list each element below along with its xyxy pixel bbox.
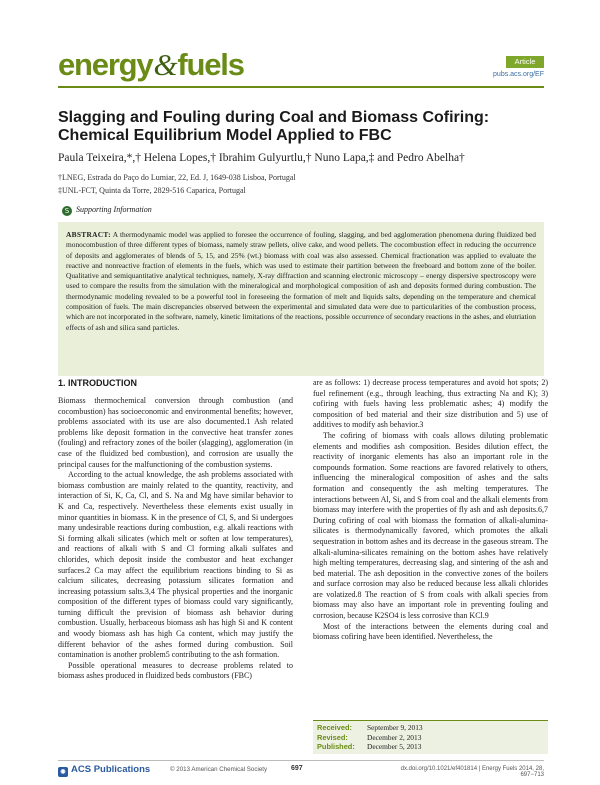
body-paragraph: Possible operational measures to decrease problems related to biomass ashes produced in fluidized beds combustors (FBC) xyxy=(58,660,293,681)
doi-citation-link[interactable]: dx.doi.org/10.1021/ef401814 | Energy Fuels 2014, 28, 697−713 xyxy=(400,766,544,778)
body-column-right xyxy=(313,378,548,643)
info-circle-icon: S xyxy=(62,206,72,216)
article-title: Slagging and Fouling during Coal and Biomass Cofiring: Chemical Equilibrium Model Applied to FBC xyxy=(58,109,490,144)
journal-name-part2: fuels xyxy=(177,47,244,82)
author-list[interactable]: Paula Teixeira,*,† Helena Lopes,† Ibrahim Gulyurtlu,† Nuno Lapa,‡ and Pedro Abelha† xyxy=(58,152,465,164)
affiliation-2: ‡UNL-FCT, Quinta da Torre, 2829-516 Caparica, Portugal xyxy=(58,186,246,195)
abstract-box xyxy=(58,222,544,376)
section-heading-introduction: 1. INTRODUCTION xyxy=(58,378,138,388)
journal-name-amp: & xyxy=(153,47,177,82)
body-column-left xyxy=(58,378,293,682)
publisher-name: ACS Publications xyxy=(71,764,151,775)
date-row-published xyxy=(317,742,548,752)
journal-logo[interactable] xyxy=(58,48,244,82)
body-paragraph: Most of the interactions between the elements during coal and biomass cofiring have been identified. Nevertheless, the xyxy=(313,621,548,642)
copyright-notice: © 2013 American Chemical Society xyxy=(170,766,268,773)
body-paragraph: According to the actual knowledge, the ash problems associated with biomass combustion are mainly related to the quantity, reactivity, and interaction of Si, K, Ca, Cl, and S. Na and Mg have similar behavior to K and Ca, respectively. Nevertheless these elements exist usually in minor quantities in biomass. K in the presence of Cl, S, and Si undergoes many undesirable reactions during combustion, e.g. alkali reactions with Si forming alkali silicates (which melt or soften at low temperatures), and reactions of alkali with S and Cl forming alkali sulfates and chlorides, which deposit inside the combustor and heat exchanger surfaces.2 Ca may affect the equilibrium reactions binding to Si as calcium silicates, decreasing potassium silicates formation and increasing potassium salts.3,4 The physical properties and the inorganic composition of the different types of biomass could vary significantly, turning difficult the prevision of biomass ash behavior during combustion. Usually, herbaceous biomass ash has high Si and K content and woody biomass ash has high Ca content, which may justify the different behavior of the ashes formed during combustion. Soil contamination is another problem5 contributing to the ash formation. xyxy=(58,470,293,660)
supporting-information-label: Supporting Information xyxy=(76,205,152,214)
date-label: Received: xyxy=(317,723,352,732)
body-paragraph: are as follows: 1) decrease process temperatures and avoid hot spots; 2) fuel refinement (e.g., through leaching, thus extracting Na and K); 3) cofiring with fuels having less problematic ashes; 4) modify the composition of bed material and their size distribution and 5) use of additives to modify ash behavior.3 xyxy=(313,378,548,430)
date-label: Published: xyxy=(317,742,355,752)
date-row-received xyxy=(317,723,548,733)
journal-url-link[interactable]: pubs.acs.org/EF xyxy=(493,71,544,78)
journal-name-part1: energy xyxy=(58,47,153,82)
header-divider xyxy=(58,86,544,88)
acs-publications-logo[interactable] xyxy=(58,764,150,777)
date-value: December 2, 2013 xyxy=(367,732,422,742)
abstract-text: A thermodynamic model was applied to foresee the occurrence of fouling, slagging, and bed agglomeration phenomena during fluidized bed monocombustion of three different types of biomass, namely straw pellets, olive cake, and wood pellets. The cocombustion effect in reducing the occurrence of deposits and agglomerates of blends of 5, 15, and 25% (wt.) biomass with coal was also assessed. Chemical fractionation was applied to evaluate the reactive and nonreactive fraction of elements in the fuels, which was used to estimate their partition between the freeboard and bottom zone of the boiler. Qualitative and semiquantitative analytical techniques, namely, X-ray diffraction and scanning electronic microscopy – energy dispersive spectroscopy were used to compare the results from the simulation with the mineralogical and morphological composition of ash and deposits formed during combustion. The thermodynamic modeling revealed to be a powerful tool in foreseeing the formation of melt and liquids salts, depending on the temperature and chemical composition of fuels. The main discrepancies observed between the experimental and simulated data were due to particularities of the combustion process, which are not incorporated in the software, namely, kinetic limitations of the reactions, possible occurrence of secondary reactions in the ashes, and elutriation effects of ash and silica sand particles. xyxy=(66,230,536,332)
acs-logo-icon: ◉ xyxy=(58,767,68,777)
affiliation-1: †LNEG, Estrada do Paço do Lumiar, 22, Ed. J, 1649-038 Lisboa, Portugal xyxy=(58,173,296,182)
abstract-label: ABSTRACT: xyxy=(66,230,111,239)
article-type-badge: Article xyxy=(506,56,544,68)
body-paragraph: Biomass thermochemical conversion through combustion (and cocombustion) has socioeconomic and environmental benefits; however, problems associated with its use are also documented.1 Ash related problems like deposit formation in the convective heat transfer zones (fouling) and refractory zones of the boiler (slagging), agglomeration (in case of the fluidized bed combustion), and corrosion are usually the principal causes for the malfunctioning of the combustion systems. xyxy=(58,396,293,469)
page-number: 697 xyxy=(291,765,303,772)
publication-dates xyxy=(313,720,548,754)
body-paragraph: The cofiring of biomass with coals allows diluting problematic elements and modifies ash composition. Besides dilution effect, the reactivity of inorganic elements has also an important role in the compounds formation. Some reactions are favored relatively to others, influencing the mineralogical composition of ashes and the salts formation and consequently the ash melting temperatures. The interactions between Al, Si, and S from coal and the alkali elements from biomass may interfere with the properties of fly ash and ash deposits.6,7 During cofiring of coal with biomass the formation of alkali-alumina-silicates is thermodynamically favored, which promotes the alkali sequestration in bottom ashes and its decrease in the gaseous stream. The alkali-alumina-silicates remaining on the bottom ashes have relatively high melting temperatures, decreasing slag, and sintering of the ash and bed material. The ash deposition in the convective zones of the boilers and surface corrosion may also be reduced because less alkali chlorides are volatized.8 The reaction of S from coals with alkali species from biomass may also have an important role in preventing fouling and corrosion, because K2SO4 is less corrosive than KCl.9 xyxy=(313,430,548,621)
date-value: December 5, 2013 xyxy=(367,742,422,752)
supporting-information-link[interactable] xyxy=(62,205,152,216)
date-label: Revised: xyxy=(317,732,348,742)
date-row-revised xyxy=(317,733,548,743)
footer-divider xyxy=(58,760,544,761)
date-value: September 9, 2013 xyxy=(367,723,423,732)
